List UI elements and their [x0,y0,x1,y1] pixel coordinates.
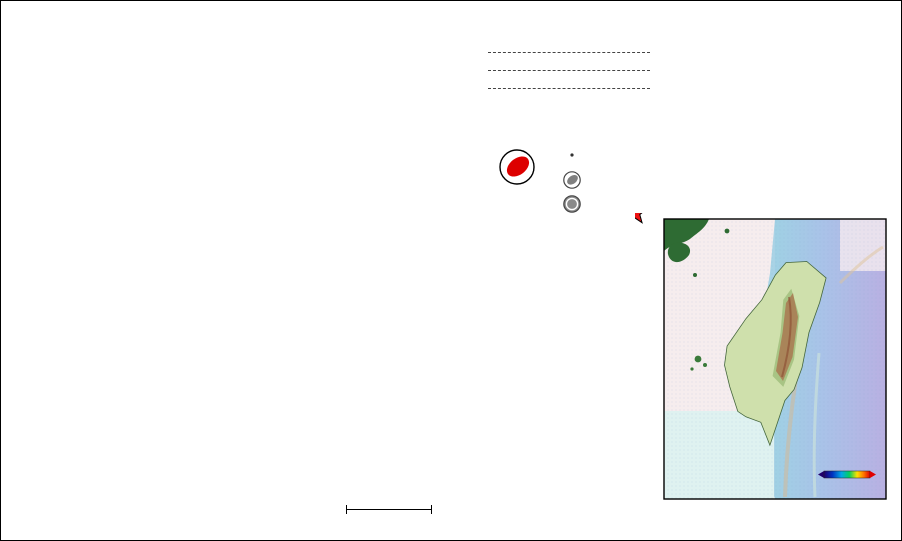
nodal-plane-table [488,35,650,89]
iso-row [561,143,589,167]
time-scalebar [346,505,432,514]
misfit-reduction-plot [637,57,893,213]
clvd-beachball-icon [561,193,583,215]
clvd-row [561,192,589,216]
taiwan-station-map [635,213,902,513]
plane2-row [488,71,650,89]
iso-beachball-icon [561,144,583,166]
mr-colorbar [818,471,876,478]
dc-row [561,168,589,192]
focal-mechanism-beachball-icon [493,143,541,191]
dc-beachball-icon [561,169,583,191]
plane1-row [488,53,650,71]
map-basemap [635,213,886,499]
epicenter-star-icon [635,213,646,223]
best-fit-panel [488,16,660,89]
